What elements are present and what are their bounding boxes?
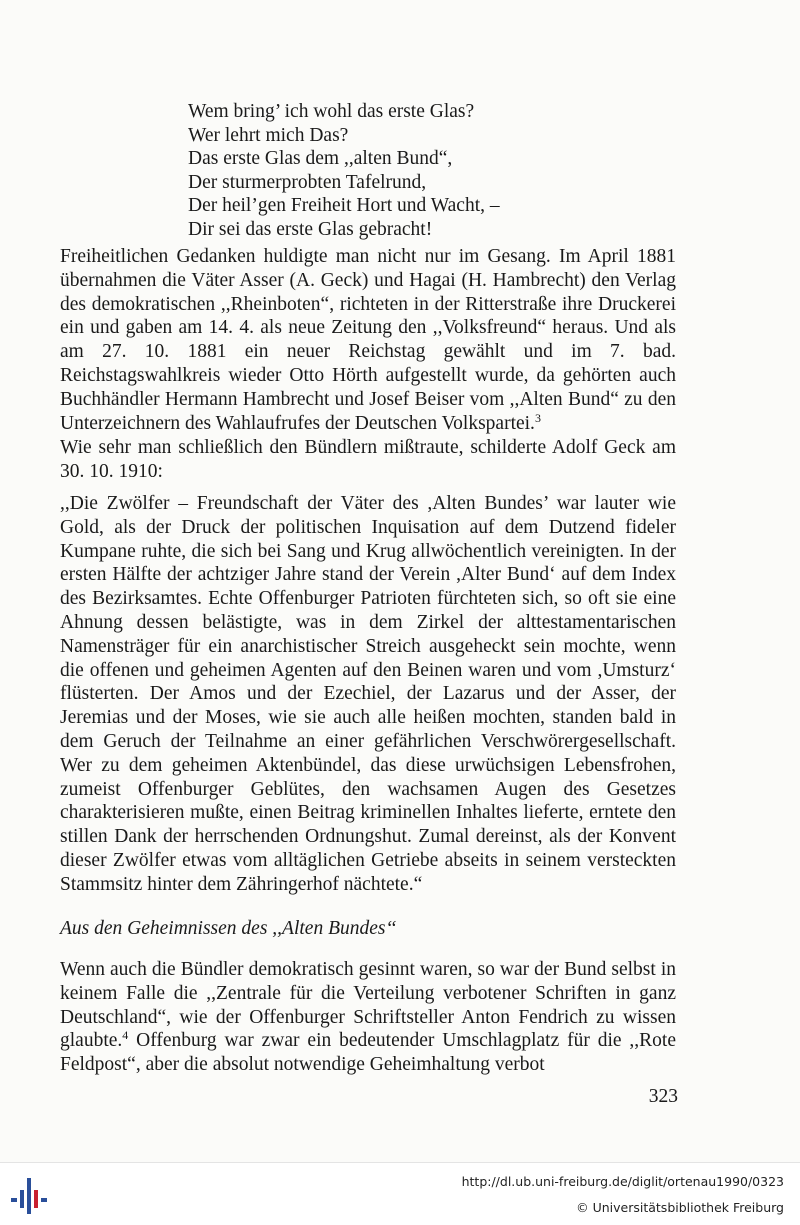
copyright-notice: © Universitätsbibliothek Freiburg — [576, 1200, 784, 1215]
verse-line: Der sturmerprobten Tafelrund, — [188, 171, 427, 193]
footnote-marker: 4 — [122, 1028, 129, 1043]
viewer-footer — [0, 1162, 800, 1225]
verse-line: Der heil’gen Freiheit Hort und Wacht, – — [188, 195, 500, 217]
verse-line: Wem bring’ ich wohl das erste Glas? — [188, 101, 475, 122]
body-paragraph — [60, 245, 676, 435]
paragraph-text: Wenn auch die Bündler demokratisch gesinnt waren, so war der Bund selbst in keinem Falle die ,,Zentrale für die Verteilung verbotener Schriften in ganz Deutschland“, wie der Offenburger Schriftsteller Anton Fendrich zu wissen glaubte. — [60, 959, 676, 1052]
page-number: 323 — [648, 1086, 678, 1107]
verse-line: Wer lehrt mich Das? — [188, 124, 349, 146]
permalink-url[interactable]: http://dl.ub.uni-freiburg.de/diglit/ortenau1990/0323 — [461, 1174, 784, 1189]
body-paragraph — [60, 958, 676, 1077]
body-paragraph: Wie sehr man schließlich den Bündlern mißtraute, schilderte Adolf Geck am 30. 10. 1910: — [60, 437, 676, 482]
paragraph-text: Offenburg war zwar ein bedeutender Umschlagplatz für die ,,Rote Feldpost“, aber die absolut notwendige Geheimhaltung verbot — [60, 1030, 676, 1076]
verse-line: Das erste Glas dem ,,alten Bund“, — [188, 148, 453, 170]
quote-paragraph: ,,Die Zwölfer – Freundschaft der Väter des ,Alten Bundes’ war lauter wie Gold, als der Druck der politischen Inquisation auf dem Dutzend fideler Kumpane ruhte, die sich bei Sang und Krug allwöchentlich vereinigten. In der ersten Hälfte der achtziger Jahre stand der Verein ,Alter Bund‘ auf dem Index des Bezirksamtes. Echte Offenburger Patrioten fürchteten sich, so oft sie eine Ahnung dessen belästigte, was in dem Zirkel der alttestamentarischen Namensträger für ein anarchistischer Streich ausgeheckt sein mochte, wenn die offenen und geheimen Agenten auf den Beinen waren und vom ,Umsturz‘ flüsterten. Der Amos und der Ezechiel, der Lazarus und der Asser, der Jeremias und der Moses, wie sie auch alle heißen mochten, standen bald in dem Geruch der Teilnahme an einer gefährlichen Verschwörergesellschaft. Wer zu dem geheimen Aktenbündel, das diese urwüchsigen Lebensfrohen, zumeist Offenburger Geblütes, den wachsamen Augen des Gesetzes charakterisieren mußte, einen Beitrag kriminellen Inhaltes lieferte, erntete den stillen Dank der herrschenden Ordnungshut. Zumal dereinst, als der Konvent dieser Zwölfer etwas vom alltäglichen Getriebe abseits in seinem versteckten Stammsitz hinter dem Zähringerhof nächtete.“ — [60, 493, 676, 895]
section-heading: Aus den Geheimnissen des ,,Alten Bundes‘‘ — [60, 918, 397, 939]
poem-verse — [188, 100, 648, 242]
ub-freiburg-logo-icon[interactable] — [6, 1172, 52, 1218]
verse-line: Dir sei das erste Glas gebracht! — [188, 218, 433, 240]
footnote-marker: 3 — [534, 410, 541, 425]
paragraph-text: Freiheitlichen Gedanken huldigte man nicht nur im Gesang. Im April 1881 übernahmen die Väter Asser (A. Geck) und Hagai (H. Hambrecht) den Verlag des demokratischen ,,Rheinboten“, richteten in der Ritterstraße ihre Druckerei ein und gaben am 14. 4. als neue Zeitung den ,,Volksfreund“ heraus. Und als am 27. 10. 1881 ein neuer Reichstag gewählt und im 7. bad. Reichstagswahlkreis wieder Otto Hörth aufgestellt wurde, da gehörten auch Buchhändler Hermann Hambrecht und Josef Beiser vom ,,Alten Bund“ zu den Unterzeichnern des Wahlaufrufes der Deutschen Volkspartei. — [60, 246, 676, 434]
